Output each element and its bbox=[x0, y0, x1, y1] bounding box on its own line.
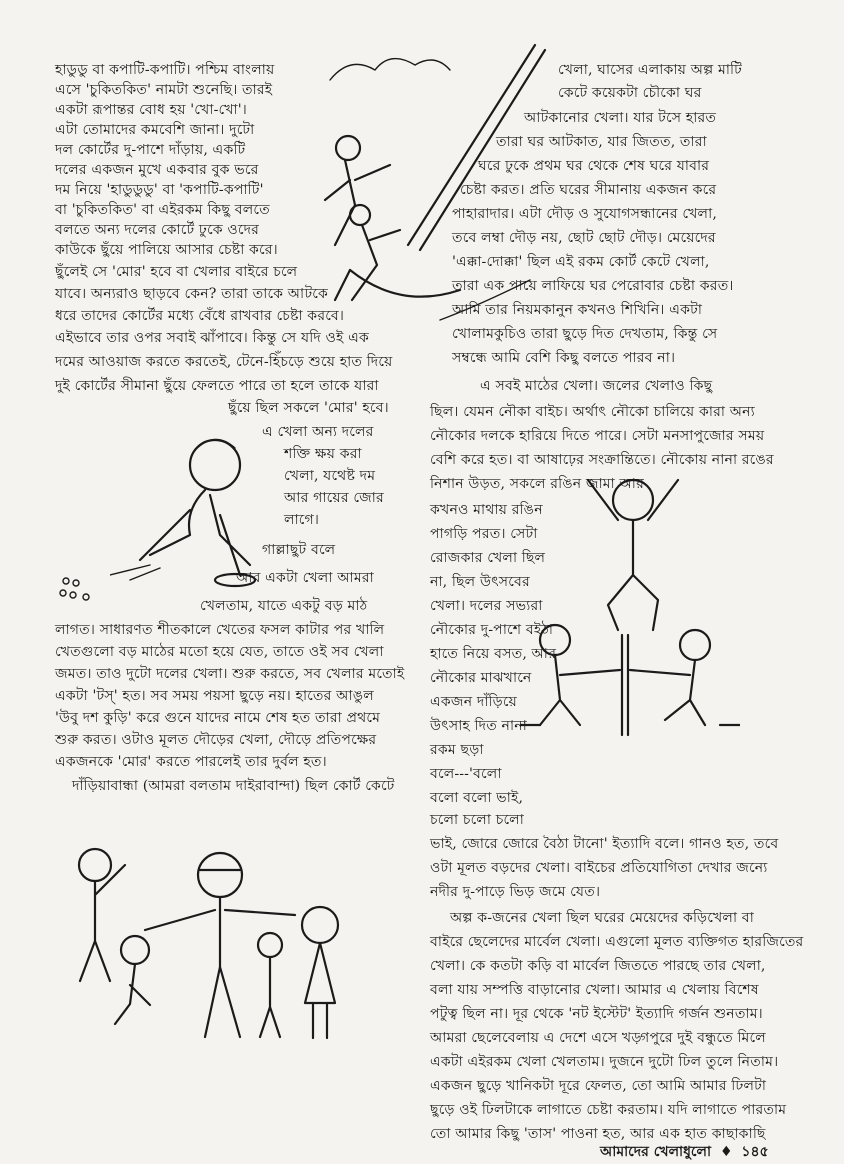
text-line: 'উবু দশ কুড়ি' করে গুনে যাদের নামে শেষ হত তারা প্রথমে bbox=[55, 710, 381, 726]
text-line: আর একটা খেলা আমরা bbox=[236, 570, 374, 586]
text-line: একটা রূপান্তর বোধ হয় 'খো-খো'। bbox=[55, 102, 247, 118]
text-line: রোজকার খেলা ছিল bbox=[430, 550, 546, 566]
text-line: ধরে তাদের কোর্টের মধ্যে বেঁধে রাখবার চেষ্টা করবে। bbox=[55, 308, 345, 324]
text-line: রকম ছড়া bbox=[430, 742, 484, 758]
page-number: ১৪৫ bbox=[741, 1144, 769, 1160]
text-line: এইভাবে তার ওপর সবাই ঝাঁপাবে। কিন্তু সে যদি ওই এক bbox=[55, 330, 370, 346]
swing-illustration bbox=[290, 40, 560, 360]
children-pulling-illustration bbox=[520, 615, 740, 740]
text-line: বাইরে ছেলেদের মার্বেল খেলা। এগুলো মূলত ব্যক্তিগত হারজিতের bbox=[430, 934, 804, 950]
text-line: নৌকোর দলকে হারিয়ে দিতে পারে। সেটা মনসাপুজোর সময় bbox=[430, 428, 765, 444]
text-line: এ সবই মাঠের খেলা। জলের খেলাও কিছু bbox=[480, 378, 713, 394]
text-line: ওটা মূলত বড়দের খেলা। বাইচের প্রতিযোগিতা দেখার জন্যে bbox=[430, 860, 768, 876]
text-line: দম নিয়ে 'হাডুডুডু' বা 'কপাটি-কপাটি' bbox=[55, 182, 264, 198]
text-line: ছুঁয়ে ছিল সকলে 'মোর' হবে। bbox=[228, 400, 389, 416]
text-line: ছুঁলেই সে 'মোর' হবে বা খেলার বাইরে চলে bbox=[55, 264, 298, 280]
text-line: কাউকে ছুঁয়ে পালিয়ে আসার চেষ্টা করে। bbox=[55, 242, 278, 258]
text-line: দমের আওয়াজ করতে করতেই, টেনে-হিঁচড়ে শুয়ে হাত দিয়ে bbox=[55, 354, 393, 370]
blindfold-game-illustration bbox=[55, 835, 355, 1060]
crouching-boy-illustration bbox=[110, 425, 290, 590]
text-line: পাগড়ি পরত। সেটা bbox=[430, 526, 538, 542]
text-line: বলা যায় সম্পত্তি বাড়ানোর খেলা। আমার এ খেলায় বিশেষ bbox=[430, 982, 759, 998]
text-line: একটা এইরকম খেলা খেলতাম। দুজনে দুটো ঢিল তুলে নিতাম। bbox=[430, 1054, 779, 1070]
text-line: নদীর দু-পাড়ে ভিড় জমে যেত। bbox=[430, 884, 601, 900]
text-line: পাহারাদার। এটা দৌড় ও সুযোগসন্ধানের খেলা, bbox=[452, 206, 717, 222]
text-line: একজন দাঁড়িয়ে bbox=[430, 694, 518, 710]
text-line: আটকানোর খেলা। যার টসে হারত bbox=[524, 110, 717, 126]
text-line: 'এক্কা-দোক্কা' ছিল এই রকম কোর্ট কেটে খেলা, bbox=[452, 254, 710, 270]
text-line: সম্বন্ধে আমি বেশি কিছু বলতে পারব না। bbox=[452, 350, 676, 366]
text-line: একজনকে 'মোর' করতে পারলেই তার দুর্বল হত। bbox=[55, 754, 327, 770]
text-line: তারা ঘর আটকাত, যার জিতত, তারা bbox=[496, 134, 707, 150]
text-line: ঘরে ঢুকে প্রথম ঘর থেকে শেষ ঘরে যাবার bbox=[478, 158, 710, 174]
text-line: উৎসাহ দিত নানা bbox=[430, 718, 527, 734]
text-line: চলো চলো চলো bbox=[430, 812, 524, 828]
text-line: চেষ্টা করত। প্রতি ঘরের সীমানায় একজন করে bbox=[460, 182, 717, 198]
jumping-boy-illustration bbox=[578, 465, 688, 640]
text-line: ছিল। যেমন নৌকা বাইচ। অর্থাৎ নৌকো চালিয়ে কারা অন্য bbox=[430, 404, 755, 420]
text-line: এটা তোমাদের কমবেশি জানা। দুটো bbox=[55, 122, 255, 138]
text-line: আমরা ছেলেবেলায় এ দেশে এসে খড়্গপুরে দুই বন্ধুতে মিলে bbox=[430, 1030, 766, 1046]
text-line: তো আমার কিছু 'তাস' পাওনা হত, আর এক হাত কাছাকাছি bbox=[430, 1126, 766, 1142]
text-line: কখনও মাথায় রঙিন bbox=[430, 502, 543, 518]
text-line: নৌকোর দু-পাশে বইঠা bbox=[430, 622, 554, 638]
text-line: একটা 'টস্' হত। সব সময় পয়সা ছুড়ে নয়। হাতের আঙুল bbox=[55, 688, 374, 704]
text-line: অল্প ক-জনের খেলা ছিল ঘরের মেয়েদের কড়িখেলা বা bbox=[450, 910, 754, 926]
text-line: শক্তি ক্ষয় করা bbox=[284, 446, 362, 462]
text-line: খেলা, যথেষ্ট দম bbox=[284, 468, 376, 484]
text-line: নৌকোর মাঝখানে bbox=[430, 670, 532, 686]
text-line: খেলা, ঘাসের এলাকায় অল্প মাটি bbox=[558, 62, 742, 78]
text-line: খেতগুলো বড় মাঠের মতো হয়ে যেত, তাতে ওই সব খেলা bbox=[55, 644, 384, 660]
diamond-separator: ♦ bbox=[719, 1144, 733, 1160]
text-line: হাডুডু বা কপাটি-কপাটি। পশ্চিম বাংলায় bbox=[55, 62, 275, 78]
running-title: আমাদের খেলাধুলো bbox=[600, 1144, 712, 1160]
text-line: পটুত্ব ছিল না। দূর থেকে 'নট ইস্টেট' ইত্যাদি গর্জন শুনতাম। bbox=[430, 1006, 763, 1022]
text-line: শুরু করত। ওটাও মূলত দৌড়ের খেলা, দৌড়ে প্রতিপক্ষের bbox=[55, 732, 377, 748]
text-line: হাতে নিয়ে বসত, আর bbox=[430, 646, 557, 662]
text-line: নিশান উড়ত, সকলে রঙিন জামা আর bbox=[430, 476, 645, 492]
text-line: একজন ছুড়ে খানিকটা দূরে ফেলত, তো আমি আমার ঢিলটা bbox=[430, 1078, 767, 1094]
text-line: খেলতাম, যাতে একটু বড় মাঠ bbox=[200, 598, 368, 614]
text-line: দলের একজন মুখে একবার বুক ভরে bbox=[55, 162, 259, 178]
text-line: ভাই, জোরে জোরে বৈঠা টানো' ইত্যাদি বলে। গানও হত, তবে bbox=[430, 836, 779, 852]
text-line: আর গায়ের জোর bbox=[284, 490, 384, 506]
text-line: খোলামকুচিও তারা ছুড়ে দিত দেখতাম, কিন্তু সে bbox=[452, 326, 718, 342]
text-line: জমত। তাও দুটো দলের খেলা। শুরু করতে, সব খেলার মতোই bbox=[55, 666, 405, 682]
text-line: বলো বলো ভাই, bbox=[430, 790, 524, 806]
text-line: বলতে অন্য দলের কোর্টে ঢুকে ওদের bbox=[55, 222, 260, 238]
text-line: এসে 'চুকিতকিত' নামটা শুনেছি। তারই bbox=[55, 82, 273, 98]
text-line: বলে---'বলো bbox=[430, 766, 502, 782]
text-line: এ খেলা অন্য দলের bbox=[262, 424, 374, 440]
text-line: তারা এক পায়ে লাফিয়ে ঘর পেরোবার চেষ্টা করত। bbox=[452, 278, 734, 294]
text-line: বেশি করে হত। বা আষাঢ়ের সংক্রান্তিতে। নৌকোয় নানা রঙের bbox=[430, 452, 774, 468]
text-line: লাগত। সাধারণত শীতকালে খেতের ফসল কাটার পর খালি bbox=[55, 622, 385, 638]
text-line: দাঁড়িয়াবান্ধা (আমরা বলতাম দাইরাবান্দা) ছিল কোর্ট কেটে bbox=[72, 778, 395, 794]
text-line: গাল্লাছুট বলে bbox=[262, 542, 336, 558]
text-line: ছুড়ে ওই ঢিলটাকে লাগাতে চেষ্টা করতাম। যদি লাগাতে পারতাম bbox=[430, 1102, 787, 1118]
text-line: বা 'চুকিতকিত' বা এইরকম কিছু বলতে bbox=[55, 202, 270, 218]
text-line: খেলা। কে কতটা কড়ি বা মার্বেল জিততে পারছে তার খেলা, bbox=[430, 958, 766, 974]
text-line: কেটে কয়েকটা চৌকো ঘর bbox=[558, 85, 702, 101]
text-line: না, ছিল উৎসবের bbox=[430, 574, 530, 590]
text-line: আমি তার নিয়মকানুন কখনও শিখিনি। একটা bbox=[452, 302, 703, 318]
text-line: খেলা। দলের সভ্যরা bbox=[430, 598, 543, 614]
text-line: দুই কোর্টের সীমানা ছুঁয়ে ফেলতে পারে তা হলে তাকে যারা bbox=[55, 378, 379, 394]
text-line: তবে লম্বা দৌড় নয়, ছোট ছোট দৌড়। মেয়েদের bbox=[452, 230, 716, 246]
marbles-illustration bbox=[58, 575, 98, 605]
text-line: দল কোর্টের দু-পাশে দাঁড়ায়, একটি bbox=[55, 142, 246, 158]
text-line: যাবে। অন্যরাও ছাড়বে কেন? তারা তাকে আটকে bbox=[55, 286, 329, 302]
page-footer bbox=[600, 1140, 769, 1164]
text-line: লাগে। bbox=[284, 512, 320, 528]
